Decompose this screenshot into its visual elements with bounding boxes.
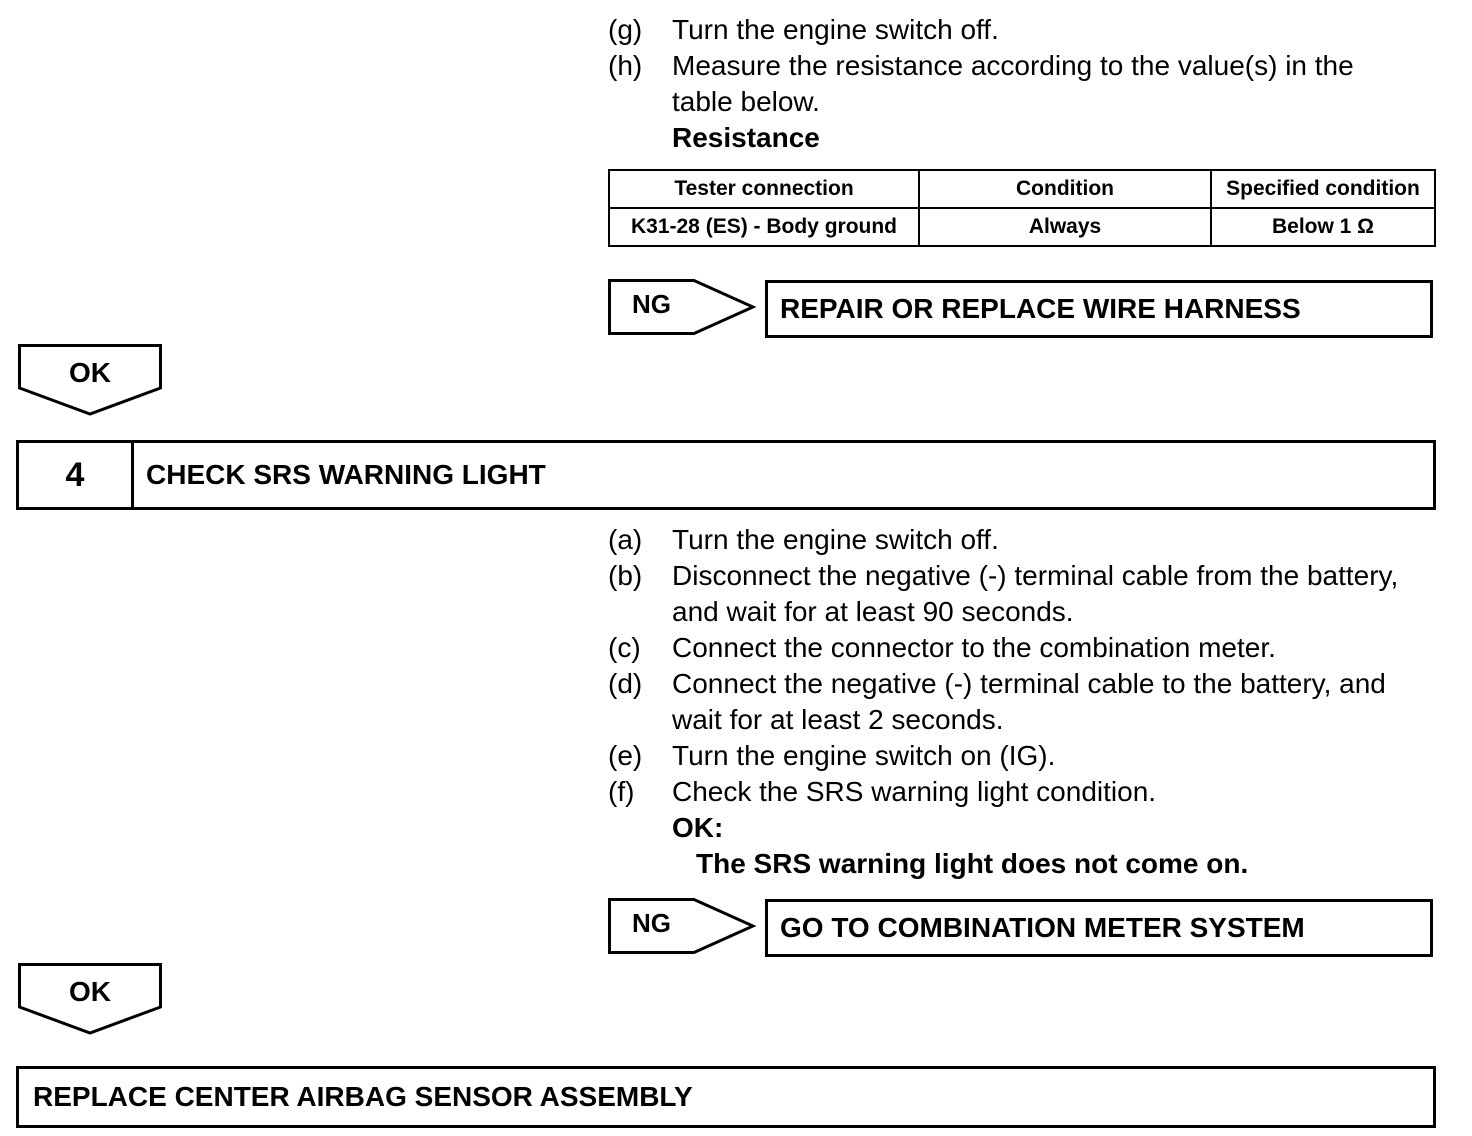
- table-row: [609, 208, 1435, 246]
- instruction-c: [608, 630, 1408, 666]
- instruction-b: [608, 558, 1408, 630]
- step-number: 4: [19, 443, 134, 507]
- instruction-label: (h): [608, 50, 643, 81]
- instruction-label: (f): [608, 776, 635, 807]
- ng-label: NG: [632, 289, 671, 319]
- combination-meter-box: GO TO COMBINATION METER SYSTEM: [765, 899, 1433, 957]
- instruction-text: Connect the connector to the combination meter.: [672, 632, 1276, 663]
- instruction-label: (g): [608, 14, 643, 45]
- repair-wire-harness-box: REPAIR OR REPLACE WIRE HARNESS: [765, 280, 1433, 338]
- table-cell: Below 1 Ω: [1211, 208, 1435, 246]
- instruction-label: (d): [608, 668, 643, 699]
- instruction-a: [608, 522, 1408, 558]
- instruction-label: (b): [608, 560, 643, 591]
- instruction-g: [608, 12, 1436, 48]
- table-header-row: [609, 170, 1435, 208]
- instruction-text: Check the SRS warning light condition.: [672, 776, 1157, 807]
- instruction-e: [608, 738, 1408, 774]
- table-cell: Always: [919, 208, 1211, 246]
- resistance-table: [608, 169, 1436, 247]
- replace-airbag-sensor-box: REPLACE CENTER AIRBAG SENSOR ASSEMBLY: [16, 1066, 1436, 1128]
- ng-label: NG: [632, 908, 671, 938]
- instruction-text: Turn the engine switch off.: [672, 14, 999, 45]
- ok-label: OK: [69, 357, 111, 388]
- instruction-label: (a): [608, 524, 643, 555]
- step-header: [16, 440, 1436, 510]
- instruction-text: Turn the engine switch on (IG).: [672, 740, 1056, 771]
- table-cell: K31-28 (ES) - Body ground: [609, 208, 919, 246]
- instruction-d: [608, 666, 1408, 738]
- instruction-text: Disconnect the negative (-) terminal cable from the battery, and wait for at least 90 seconds.: [672, 560, 1399, 627]
- ok-condition: The SRS warning light does not come on.: [696, 848, 1249, 879]
- column-header: Condition: [919, 170, 1211, 208]
- column-header: Specified condition: [1211, 170, 1435, 208]
- ok-heading: OK:: [672, 812, 724, 843]
- step3-instructions: [608, 12, 1436, 156]
- instruction-label: (e): [608, 740, 643, 771]
- instruction-text: Connect the negative (-) terminal cable to the battery, and wait for at least 2 seconds.: [672, 668, 1386, 735]
- instruction-text: Turn the engine switch off.: [672, 524, 999, 555]
- instruction-h: [608, 48, 1436, 120]
- column-header: Tester connection: [609, 170, 919, 208]
- step-title: CHECK SRS WARNING LIGHT: [146, 459, 546, 490]
- instruction-f: [608, 774, 1408, 810]
- step4-instructions: [608, 522, 1408, 882]
- instruction-text: Measure the resistance according to the value(s) in the table below.: [672, 50, 1354, 117]
- resistance-title: Resistance: [672, 122, 820, 153]
- instruction-label: (c): [608, 632, 641, 663]
- ok-label: OK: [69, 976, 111, 1007]
